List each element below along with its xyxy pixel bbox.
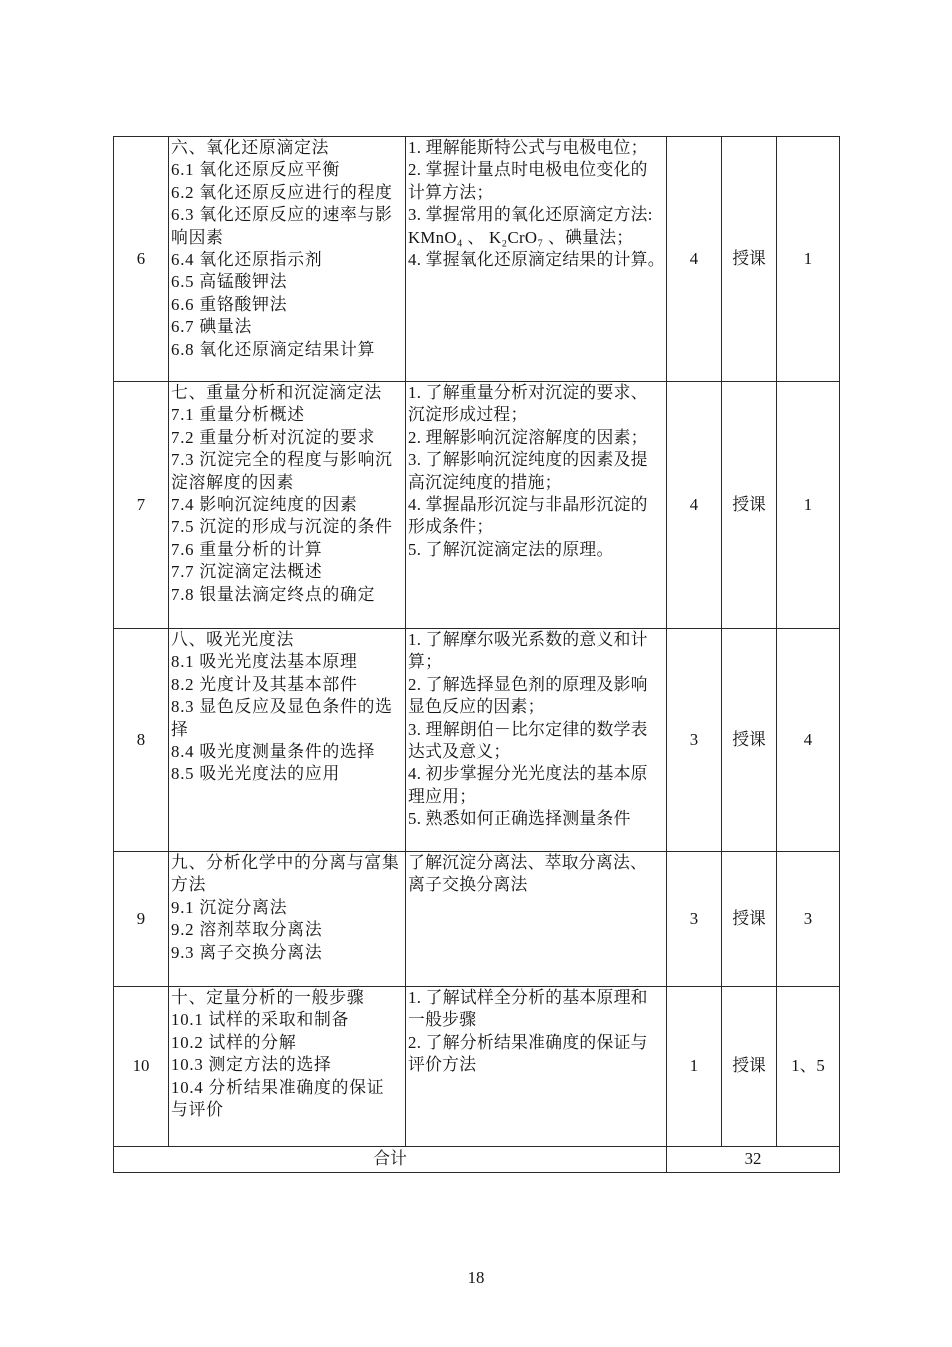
- content-item: 10.3 测定方法的选择: [171, 1055, 332, 1075]
- content-cell: [169, 382, 406, 629]
- content-item: 8.2 光度计及其基本部件: [171, 674, 358, 694]
- content-item: 7.6 重量分析的计算: [171, 539, 323, 559]
- objective-cell: 1: [777, 382, 840, 629]
- content-item: 6.5 高锰酸钾法: [171, 272, 288, 292]
- requirement-item: 3. 理解朗伯－比尔定律的数学表 达式及意义；: [408, 719, 648, 762]
- content-item: 7.3 沉淀完全的程度与影响沉 淀溶解度的因素: [171, 450, 393, 492]
- objective-cell: 3: [777, 852, 840, 987]
- hours-cell: 1: [667, 987, 722, 1147]
- content-item: 10.2 试样的分解: [171, 1032, 297, 1052]
- chapter-row: [114, 987, 840, 1147]
- method-cell: 授课: [722, 137, 777, 382]
- content-item: 8.3 显色反应及显色条件的选 择: [171, 697, 393, 739]
- content-item: 10.1 试样的采取和制备: [171, 1010, 350, 1030]
- requirement-item: 5. 了解沉淀滴定法的原理。: [408, 539, 614, 559]
- chapter-number: 6: [114, 137, 169, 382]
- content-item: 6.1 氧化还原反应平衡: [171, 160, 341, 180]
- content-cell: [169, 987, 406, 1147]
- hours-cell: 4: [667, 382, 722, 629]
- requirement-item: 5. 熟悉如何正确选择测量条件: [408, 809, 631, 829]
- chapter-title: 八、吸光光度法: [171, 630, 295, 649]
- chapter-number: 9: [114, 852, 169, 987]
- chapter-row: [114, 382, 840, 629]
- requirements-cell: [406, 137, 667, 382]
- content-item: 7.2 重量分析对沉淀的要求: [171, 427, 376, 447]
- content-item: 8.5 吸光光度法的应用: [171, 764, 341, 784]
- content-item: 6.8 氧化还原滴定结果计算: [171, 339, 376, 359]
- chapter-title: 九、分析化学中的分离与富集 方法: [171, 853, 400, 895]
- hours-cell: 3: [667, 629, 722, 852]
- hours-cell: 3: [667, 852, 722, 987]
- content-item: 7.7 沉淀滴定法概述: [171, 562, 323, 582]
- page-number: 18: [467, 1268, 485, 1287]
- requirement-item: 1. 了解试样全分析的基本原理和 一般步骤: [408, 988, 648, 1030]
- total-row: [114, 1147, 840, 1173]
- chapter-number: 8: [114, 629, 169, 852]
- chapter-title: 六、氧化还原滴定法: [171, 138, 330, 157]
- syllabus-table: [113, 136, 840, 1173]
- requirement-item: 2. 理解影响沉淀溶解度的因素；: [408, 427, 648, 447]
- content-cell: [169, 629, 406, 852]
- requirement-item: 1. 了解重量分析对沉淀的要求、 沉淀形成过程；: [408, 383, 648, 425]
- chapter-title: 七、重量分析和沉淀滴定法: [171, 383, 382, 402]
- chapter-row: [114, 852, 840, 987]
- content-item: 9.2 溶剂萃取分离法: [171, 920, 323, 940]
- method-cell: 授课: [722, 852, 777, 987]
- total-hours: 32: [667, 1147, 840, 1173]
- content-item: 6.4 氧化还原指示剂: [171, 250, 323, 270]
- requirement-item: 3. 了解影响沉淀纯度的因素及提 高沉淀纯度的措施；: [408, 450, 648, 492]
- requirement-item: 4. 掌握晶形沉淀与非晶形沉淀的 形成条件；: [408, 495, 648, 537]
- method-cell: 授课: [722, 629, 777, 852]
- requirement-item: 1. 了解摩尔吸光系数的意义和计 算；: [408, 630, 648, 672]
- content-item: 7.5 沉淀的形成与沉淀的条件: [171, 517, 393, 537]
- method-cell: 授课: [722, 987, 777, 1147]
- content-item: 7.1 重量分析概述: [171, 405, 305, 425]
- method-cell: 授课: [722, 382, 777, 629]
- content-item: 10.4 分析结果准确度的保证 与评价: [171, 1077, 385, 1120]
- requirement-item: 2. 掌握计量点时电极电位变化的 计算方法；: [408, 160, 648, 202]
- requirement-item: 2. 了解分析结果准确度的保证与 评价方法: [408, 1032, 648, 1075]
- chapter-row: [114, 629, 840, 852]
- content-item: 9.1 沉淀分离法: [171, 897, 288, 917]
- content-item: 7.4 影响沉淀纯度的因素: [171, 495, 358, 515]
- content-cell: [169, 852, 406, 987]
- total-label: 合计: [114, 1147, 667, 1173]
- requirement-item: 了解沉淀分离法、萃取分离法、 离子交换分离法: [408, 853, 648, 895]
- content-item: 9.3 离子交换分离法: [171, 942, 323, 962]
- chapter-number: 10: [114, 987, 169, 1147]
- requirement-item: 2. 了解选择显色剂的原理及影响 显色反应的因素；: [408, 674, 648, 717]
- content-item: 6.7 碘量法: [171, 317, 253, 337]
- content-cell: [169, 137, 406, 382]
- chapter-row: [114, 137, 840, 382]
- requirements-cell: [406, 852, 667, 987]
- content-item: 6.6 重铬酸钾法: [171, 294, 288, 314]
- content-item: 6.3 氧化还原反应的速率与影 响因素: [171, 205, 393, 247]
- requirement-item: 4. 掌握氧化还原滴定结果的计算。: [408, 250, 665, 270]
- objective-cell: 1: [777, 137, 840, 382]
- chapter-title: 十、定量分析的一般步骤: [171, 988, 365, 1007]
- hours-cell: 4: [667, 137, 722, 382]
- requirement-item: 3. 掌握常用的氧化还原滴定方法: KMnO₄ 、 K₂CrO₇ 、碘量法；: [408, 205, 653, 247]
- content-item: 7.8 银量法滴定终点的确定: [171, 584, 376, 604]
- chapter-number: 7: [114, 382, 169, 629]
- requirements-cell: [406, 382, 667, 629]
- objective-cell: 1、5: [777, 987, 840, 1147]
- requirements-cell: [406, 629, 667, 852]
- content-item: 8.4 吸光度测量条件的选择: [171, 742, 376, 762]
- objective-cell: 4: [777, 629, 840, 852]
- requirement-item: 1. 理解能斯特公式与电极电位；: [408, 138, 648, 157]
- requirement-item: 4. 初步掌握分光光度法的基本原 理应用；: [408, 764, 648, 806]
- requirements-cell: [406, 987, 667, 1147]
- content-item: 8.1 吸光光度法基本原理: [171, 652, 358, 672]
- content-item: 6.2 氧化还原反应进行的程度: [171, 182, 393, 202]
